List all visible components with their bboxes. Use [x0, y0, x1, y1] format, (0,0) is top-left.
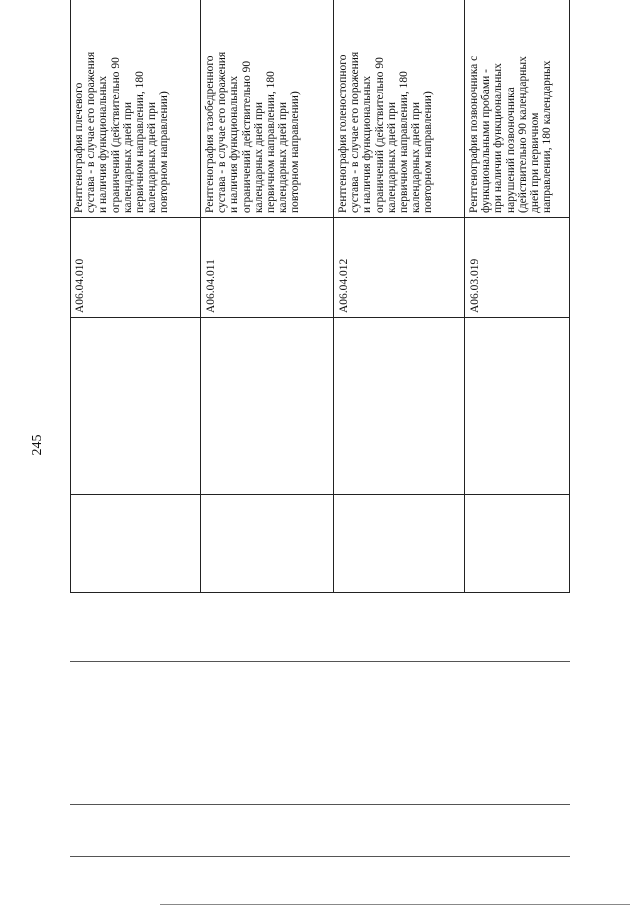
- description-line: при наличии функциональных: [492, 63, 505, 213]
- table-row-code: A06.04.012: [338, 258, 350, 313]
- table-row-description: [337, 21, 435, 213]
- description-line: и наличия функциональных: [97, 75, 110, 213]
- description-line: ограничений действительно 90: [240, 60, 253, 213]
- column-divider-1: [70, 592, 570, 593]
- description-line: календарных дней при: [121, 101, 134, 213]
- row-divider-1: [200, 0, 201, 593]
- column-divider-4: [70, 217, 570, 218]
- description-line: (действительно 90 календарных: [516, 56, 529, 213]
- separator-line-1: [70, 661, 570, 662]
- description-line: нарушений позвоночника: [504, 87, 517, 213]
- table-row-description: [204, 21, 302, 213]
- description-line: сустава - в случае его поражения: [216, 51, 229, 213]
- description-line: календарных дней при: [277, 101, 290, 213]
- description-line: Рентгенография плечевого: [73, 82, 85, 213]
- description-line: календарных дней при: [385, 101, 398, 213]
- description-line: первичном направлении, 180: [265, 71, 278, 213]
- table-row-description: [73, 21, 171, 213]
- table-row-description: [468, 21, 553, 213]
- description-line: и наличия функциональных: [228, 75, 241, 213]
- description-line: повторном направлении): [289, 91, 302, 213]
- description-line: календарных дней при: [146, 101, 159, 213]
- table-row-code: A06.03.019: [469, 258, 481, 313]
- description-line: Рентгенография позвоночника с: [468, 55, 480, 213]
- description-line: дней при первичном: [529, 112, 542, 213]
- row-divider-2: [333, 0, 334, 593]
- description-line: календарных дней при: [410, 101, 423, 213]
- description-line: направлении, 180 календарных: [541, 60, 554, 213]
- description-line: повторном направлении): [422, 91, 435, 213]
- column-divider-3: [70, 317, 570, 318]
- table-bottom-border: [569, 0, 570, 593]
- description-line: календарных дней при: [252, 101, 265, 213]
- description-line: ограничений (действительно 90: [373, 57, 386, 213]
- description-line: сустава - в случае его поражения: [349, 51, 362, 213]
- column-divider-2: [70, 494, 570, 495]
- row-divider-3: [464, 0, 465, 593]
- separator-line-3: [70, 856, 570, 857]
- description-line: функциональными пробами -: [480, 69, 493, 213]
- description-line: Рентгенография тазобедренного: [204, 55, 216, 213]
- description-line: повторном направлении): [158, 91, 171, 213]
- description-line: сустава - в случае его поражения: [85, 51, 98, 213]
- page-number: 245: [30, 434, 45, 456]
- description-line: первичном направлении, 180: [134, 71, 147, 213]
- separator-line-2: [70, 804, 570, 805]
- description-line: первичном направлении, 180: [398, 71, 411, 213]
- table-row-code: A06.04.010: [74, 258, 86, 313]
- table-top-border: [70, 0, 71, 593]
- description-line: Рентгенография голеностопного: [337, 54, 349, 213]
- description-line: ограничений (действительно 90: [109, 57, 122, 213]
- table-row-code: A06.04.011: [205, 259, 217, 313]
- description-line: и наличия функциональных: [361, 75, 374, 213]
